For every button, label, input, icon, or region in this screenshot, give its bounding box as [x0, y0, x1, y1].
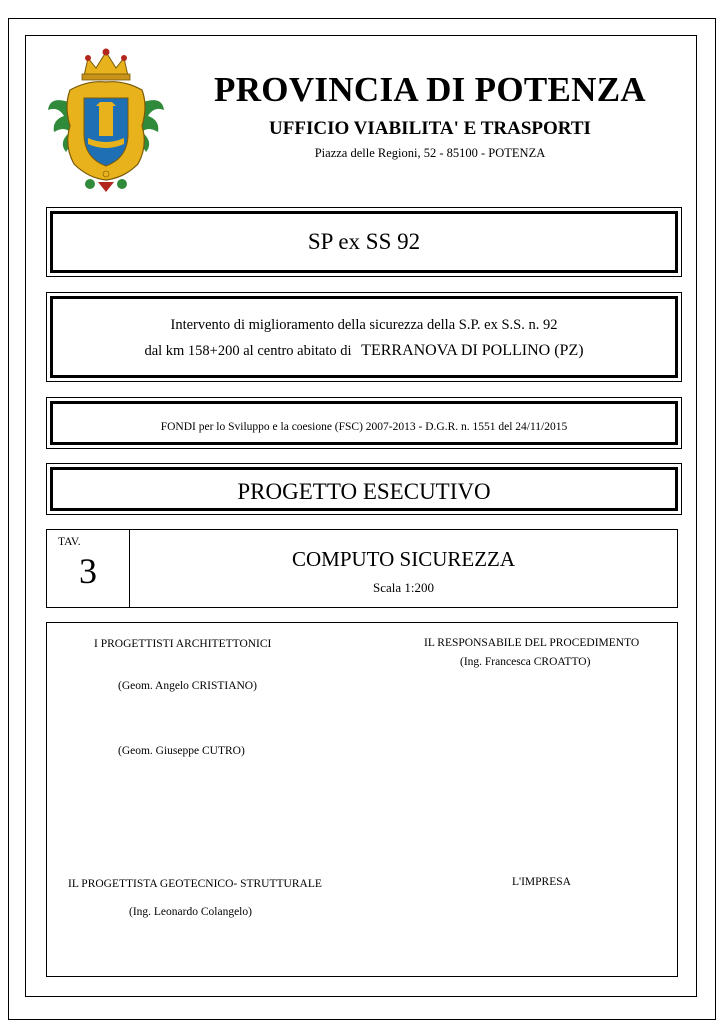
office-name: UFFICIO VIABILITA' E TRASPORTI: [269, 118, 591, 139]
office-address: Piazza delle Regioni, 52 - 85100 - POTENZA: [314, 146, 546, 160]
signatures-box: [46, 622, 678, 977]
tav-cell: [47, 530, 130, 607]
funding-text: FONDI per lo Sviluppo e la coesione (FSC) 2007-2013 - D.G.R. n. 1551 del 24/11/2015: [160, 421, 568, 433]
document-title: COMPUTO SICUREZZA: [291, 547, 516, 571]
intervention-location: TERRANOVA DI POLLINO (PZ): [361, 342, 584, 359]
intervention-box: [46, 292, 682, 382]
architect-2-name: (Geom. Giuseppe CUTRO): [118, 745, 245, 757]
table-box: [46, 529, 678, 608]
tav-number: 3: [79, 551, 97, 591]
intervention-line-2-text: dal km 158+200 al centro abitato di: [144, 343, 352, 359]
geotech-heading: IL PROGETTISTA GEOTECNICO- STRUTTURALE: [68, 878, 322, 890]
road-title: SP ex SS 92: [307, 229, 421, 254]
coat-of-arms-icon: [44, 46, 168, 196]
responsible-name: (Ing. Francesca CROATTO): [460, 656, 591, 668]
architects-heading: I PROGETTISTI ARCHITETTONICI: [94, 638, 272, 650]
page-title: PROVINCIA DI POTENZA: [214, 70, 646, 109]
company-heading: L'IMPRESA: [512, 876, 571, 888]
intervention-line-1: Intervento di miglioramento della sicurezza della S.P. ex S.S. n. 92: [170, 317, 558, 333]
intervention-line-2: [53, 342, 675, 360]
responsible-heading: IL RESPONSABILE DEL PROCEDIMENTO: [424, 637, 640, 649]
project-phase-box: [46, 463, 682, 515]
road-title-box: [46, 207, 682, 277]
funding-box: [46, 397, 682, 449]
document-scale: Scala 1:200: [372, 580, 434, 595]
architect-1-name: (Geom. Angelo CRISTIANO): [118, 680, 257, 692]
project-phase: PROGETTO ESECUTIVO: [237, 479, 491, 504]
tav-label: TAV.: [58, 536, 81, 548]
geotech-name: (Ing. Leonardo Colangelo): [129, 906, 252, 918]
